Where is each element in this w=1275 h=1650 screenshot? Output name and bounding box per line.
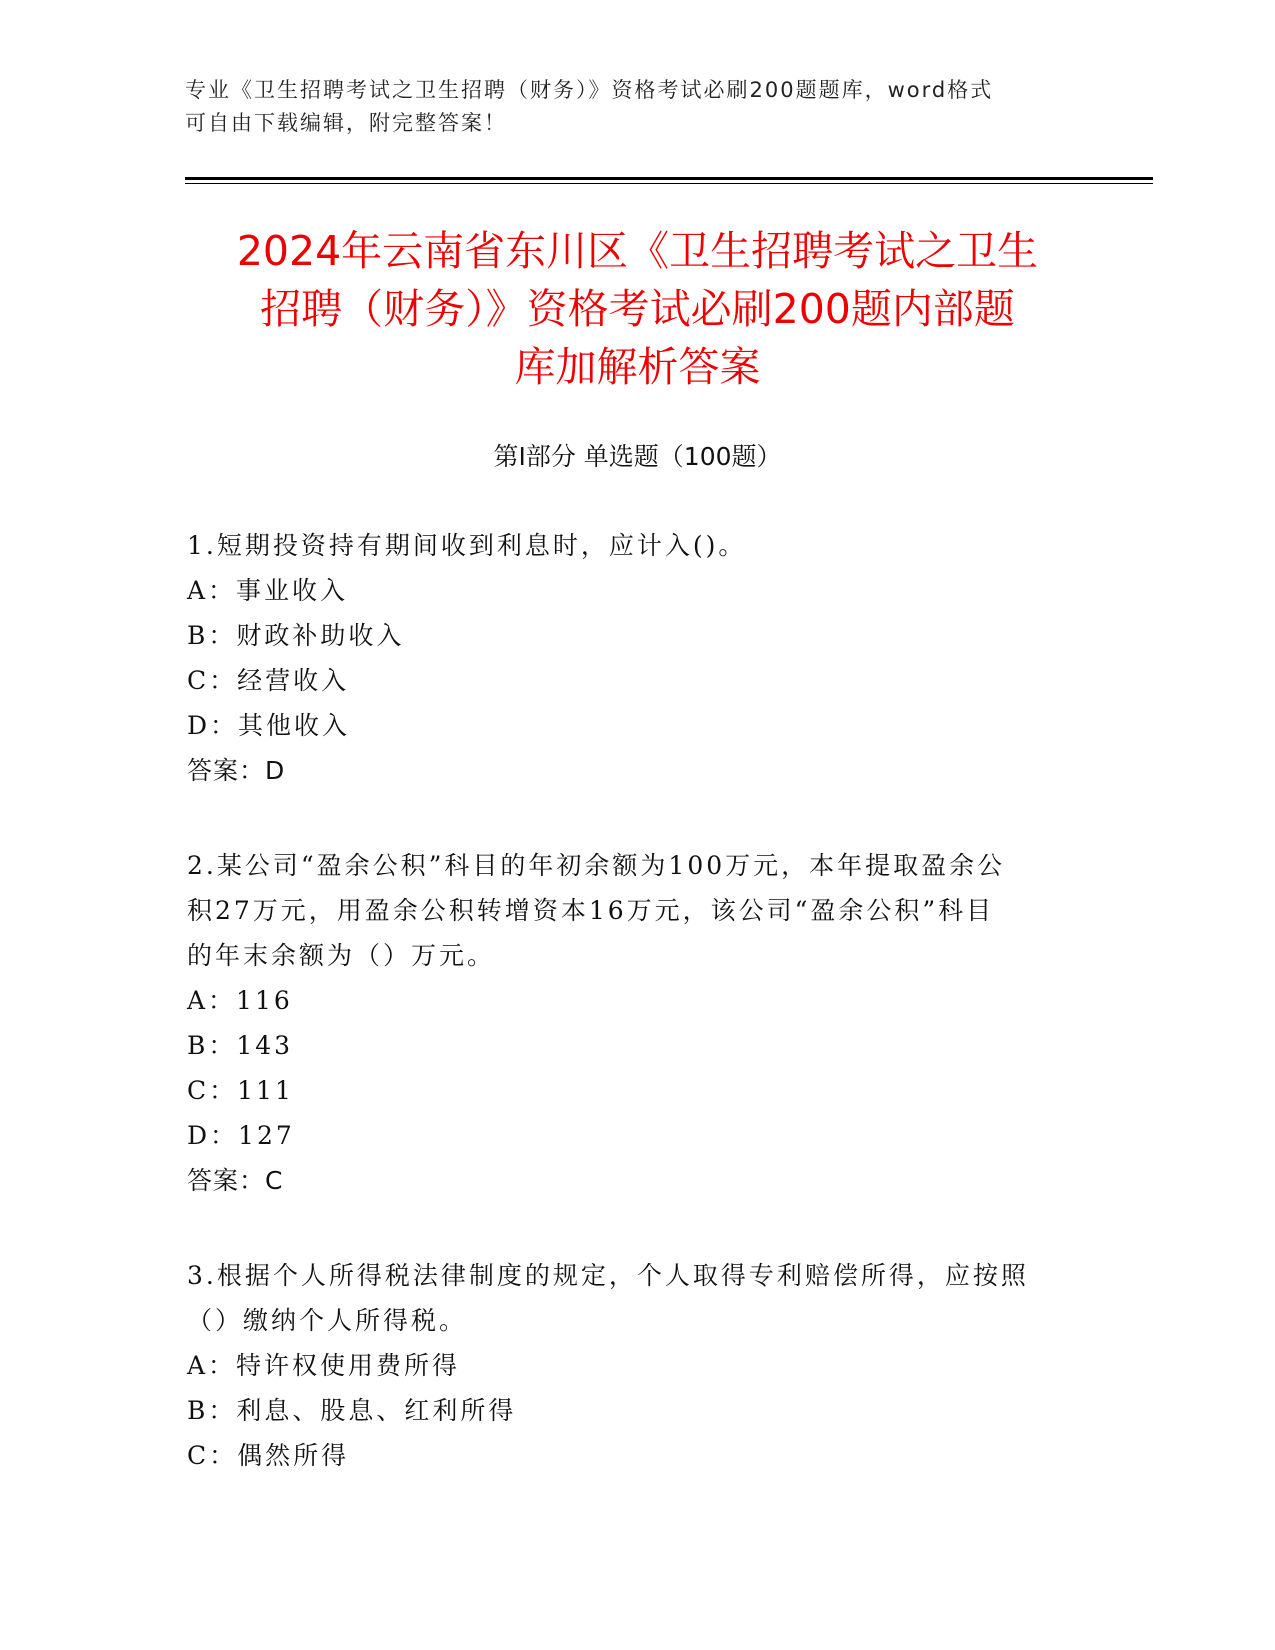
question-1	[187, 523, 1067, 793]
header-note-line: 专业《卫生招聘考试之卫生招聘（财务）》资格考试必刷200题题库，word格式	[185, 78, 994, 102]
option-d: D：其他收入	[187, 711, 351, 740]
question-stem: （）缴纳个人所得税。	[187, 1306, 468, 1335]
option-a: A：116	[187, 986, 293, 1015]
option-a: A：事业收入	[187, 576, 349, 605]
option-a: A：特许权使用费所得	[187, 1351, 461, 1380]
header-divider-thin	[185, 183, 1153, 184]
option-c: C：经营收入	[187, 666, 350, 695]
header-note	[185, 74, 1065, 140]
document-title	[150, 222, 1125, 396]
question-2	[187, 843, 1067, 1203]
option-b: B：财政补助收入	[187, 621, 405, 650]
document-title-line: 招聘（财务）》资格考试必刷200题内部题	[260, 285, 1015, 333]
option-b: B：利息、股息、红利所得	[187, 1396, 517, 1425]
option-b: B：143	[187, 1031, 294, 1060]
answer: 答案：D	[187, 756, 286, 785]
section-heading: 第Ⅰ部分 单选题（100题）	[493, 442, 782, 471]
option-c: C：111	[187, 1076, 294, 1105]
header-divider-thick	[185, 177, 1153, 180]
option-d: D：127	[187, 1121, 295, 1150]
question-stem: 1.短期投资持有期间收到利息时，应计入()。	[187, 531, 747, 560]
question-stem: 的年末余额为（）万元。	[187, 941, 496, 970]
document-title-line: 库加解析答案	[514, 343, 761, 391]
question-stem: 积27万元，用盈余公积转增资本16万元，该公司“盈余公积”科目	[187, 896, 995, 925]
document-title-line: 2024年云南省东川区《卫生招聘考试之卫生	[236, 227, 1039, 275]
answer: 答案：C	[187, 1166, 284, 1195]
question-stem: 3.根据个人所得税法律制度的规定，个人取得专利赔偿所得，应按照	[187, 1261, 1029, 1290]
option-c: C：偶然所得	[187, 1441, 350, 1470]
question-stem: 2.某公司“盈余公积”科目的年初余额为100万元，本年提取盈余公	[187, 851, 1006, 880]
question-3	[187, 1253, 1067, 1478]
header-note-line: 可自由下载编辑，附完整答案！	[185, 111, 507, 135]
